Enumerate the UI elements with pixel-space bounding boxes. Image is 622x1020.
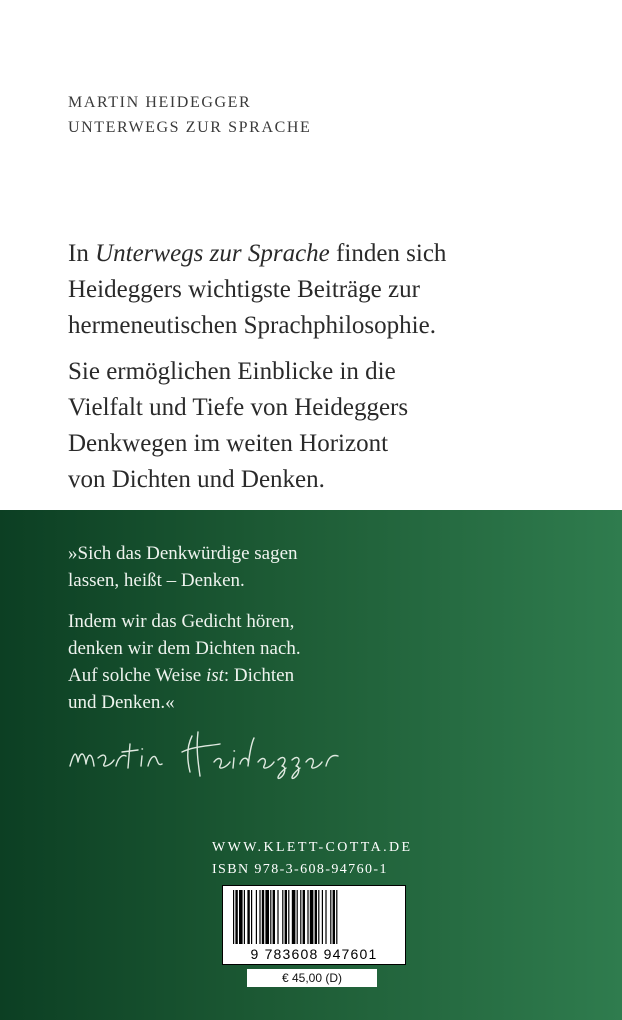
barcode-bar bbox=[322, 890, 323, 944]
quote-block bbox=[68, 540, 301, 730]
blurb-line: Vielfalt und Tiefe von Heideggers bbox=[68, 394, 409, 421]
barcode-bar bbox=[310, 890, 314, 944]
quote-paragraph-1 bbox=[68, 540, 301, 594]
barcode-bar bbox=[318, 890, 319, 944]
barcode-bar bbox=[244, 890, 245, 944]
green-panel bbox=[0, 510, 622, 1020]
blurb bbox=[68, 236, 588, 508]
barcode-bar bbox=[285, 890, 287, 944]
barcode-bar bbox=[235, 890, 237, 944]
blurb-line bbox=[68, 236, 588, 272]
quote-text: Auf solche Weise bbox=[68, 665, 206, 686]
barcode-bar bbox=[270, 890, 271, 944]
barcode-bar bbox=[288, 890, 289, 944]
blurb-paragraph-2 bbox=[68, 354, 588, 498]
blurb-text: In bbox=[68, 240, 96, 267]
barcode-bar bbox=[239, 890, 243, 944]
blurb-line: Sie ermöglichen Einblicke in die bbox=[68, 358, 396, 385]
barcode-bar bbox=[233, 890, 234, 944]
barcode-bar bbox=[333, 890, 335, 944]
quote-paragraph-2 bbox=[68, 608, 301, 716]
publisher-website: WWW.KLETT-COTTA.DE bbox=[212, 840, 413, 855]
quote-emphasis: ist bbox=[205, 665, 224, 686]
barcode-bar bbox=[330, 890, 331, 944]
blurb-line: hermeneutischen Sprachphilosophie. bbox=[68, 312, 436, 339]
barcode-bar bbox=[292, 890, 296, 944]
barcode-bar bbox=[307, 890, 308, 944]
barcode-bar bbox=[273, 890, 275, 944]
barcode-bar bbox=[262, 890, 264, 944]
quote-line: denken wir dem Dichten nach. bbox=[68, 638, 301, 659]
author-name: MARTIN HEIDEGGER bbox=[68, 94, 252, 111]
book-title: UNTERWEGS ZUR SPRACHE bbox=[68, 119, 312, 136]
quote-text: : Dichten bbox=[223, 665, 295, 686]
handwritten-signature bbox=[64, 722, 364, 782]
barcode-digits: 9 783608 947601 bbox=[250, 946, 378, 962]
quote-line: lassen, heißt – Denken. bbox=[68, 570, 245, 591]
blurb-line: Heideggers wichtigste Beiträge zur bbox=[68, 276, 420, 303]
barcode-bar bbox=[282, 890, 283, 944]
blurb-text: finden sich bbox=[329, 240, 447, 267]
quote-line bbox=[68, 662, 301, 689]
barcode-bar bbox=[297, 890, 298, 944]
price-label: € 45,00 (D) bbox=[247, 969, 377, 987]
barcode-bar bbox=[277, 890, 278, 944]
blurb-line: Denkwegen im weiten Horizont bbox=[68, 430, 389, 457]
barcode-bar bbox=[300, 890, 301, 944]
blurb-paragraph-1 bbox=[68, 236, 588, 344]
barcode-bar bbox=[251, 890, 252, 944]
isbn-number: ISBN 978-3-608-94760-1 bbox=[212, 862, 388, 877]
barcode-bar bbox=[336, 890, 337, 944]
barcode-bar bbox=[259, 890, 260, 944]
barcode-bars bbox=[223, 886, 407, 948]
barcode-bar bbox=[247, 890, 249, 944]
barcode-bar bbox=[315, 890, 317, 944]
barcode-bar bbox=[303, 890, 305, 944]
quote-line: »Sich das Denkwürdige sagen bbox=[68, 543, 298, 564]
barcode-bar bbox=[325, 890, 326, 944]
quote-line: und Denken.« bbox=[68, 692, 175, 713]
blurb-line: von Dichten und Denken. bbox=[68, 466, 325, 493]
barcode-bar bbox=[256, 890, 257, 944]
barcode bbox=[222, 885, 406, 965]
cover-header bbox=[68, 90, 311, 140]
book-title-italic: Unterwegs zur Sprache bbox=[95, 240, 330, 267]
barcode-bar bbox=[265, 890, 269, 944]
quote-line: Indem wir das Gedicht hören, bbox=[68, 611, 295, 632]
